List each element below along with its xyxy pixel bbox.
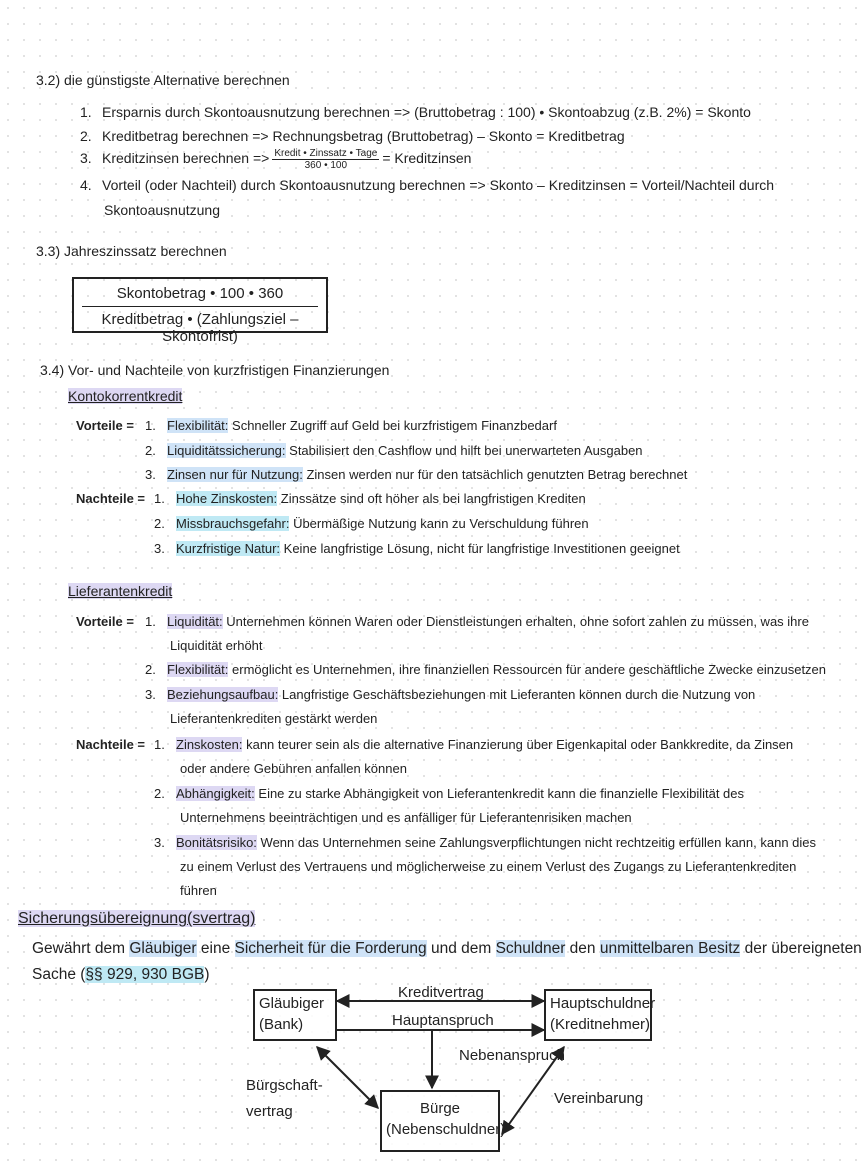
list-item-continuation: Lieferantenkrediten gestärkt werden	[170, 711, 378, 726]
nachteile-label: Nachteile =	[76, 491, 146, 506]
label-vereinbarung: Vereinbarung	[554, 1090, 644, 1107]
list-item: 2. Liquiditätssicherung: Stabilisiert den Cashflow und hilft bei unerwarteten Ausgaben	[145, 443, 643, 458]
list-item-continuation: oder andere Gebühren anfallen können	[180, 761, 407, 776]
formula-denominator: Kreditbetrag • (Zahlungsziel – Skontofrist)	[101, 311, 299, 345]
section-heading-3-3: 3.3) Jahreszinssatz berechnen	[36, 243, 227, 259]
list-item: 2. Flexibilität: ermöglicht es Unternehmen, ihre finanziellen Ressourcen für andere geschäftliche Zwecke einzusetzen	[145, 662, 827, 677]
arrow-buergschaftvertrag	[317, 1047, 378, 1108]
list-item: 3. Kreditzinsen berechnen => $\frac{\text{Kredit • Zinssatz • Tage}}{360 • 100}$ = Kreditzinsen	[80, 148, 472, 171]
definition-line-2: Sache (§§ 929, 930 BGB)	[32, 966, 210, 983]
list-item: 1. Hohe Zinskosten: Zinssätze sind oft höher als bei langfristigen Krediten	[154, 491, 586, 506]
label-buergschaftvertrag-2: vertrag	[246, 1103, 293, 1120]
node-buerge: Bürge (Nebenschuldner)	[380, 1090, 500, 1152]
list-item-continuation: Skontoausnutzung	[104, 202, 220, 218]
vorteile-label: Vorteile =	[76, 418, 134, 433]
formula-numerator: Skontobetrag • 100 • 360	[116, 285, 284, 302]
list-item: 3. Kurzfristige Natur: Keine langfristige Lösung, nicht für langfristige Investitionen geeignet	[154, 541, 680, 556]
subheading-kontokorrentkredit: Kontokorrentkredit	[68, 388, 183, 404]
list-item: 3. Zinsen nur für Nutzung: Zinsen werden nur für den tatsächlich genutzten Betrag berechnet	[145, 467, 688, 482]
section-heading-3-4: 3.4) Vor- und Nachteile von kurzfristigen Finanzierungen	[40, 362, 390, 378]
section-title-sicherungsuebereignung: Sicherungsübereignung(svertrag)	[18, 910, 256, 927]
definition-line-1: Gewährt dem Gläubiger eine Sicherheit für die Forderung und dem Schuldner den unmittelbaren Besitz der übereigneten	[32, 940, 862, 957]
list-item-continuation: Unternehmens beeinträchtigen und es anfälliger für Lieferantenrisiken machen	[180, 810, 632, 825]
list-item: 1. Flexibilität: Schneller Zugriff auf Geld bei kurzfristigem Finanzbedarf	[145, 418, 557, 433]
list-item: 2. Kreditbetrag berechnen => Rechnungsbetrag (Bruttobetrag) – Skonto = Kreditbetrag	[80, 128, 625, 144]
list-item: 1. Liquidität: Unternehmen können Waren oder Dienstleistungen erhalten, ohne sofort zahlen zu müssen, was ihre	[145, 614, 809, 629]
list-item-continuation: Liquidität erhöht	[170, 638, 263, 653]
section-heading-3-2: 3.2) die günstigste Alternative berechnen	[36, 72, 290, 88]
nachteile-label: Nachteile =	[76, 737, 146, 752]
node-glaeubiger: Gläubiger (Bank)	[253, 989, 337, 1041]
list-item: 1. Zinskosten: kann teurer sein als die alternative Finanzierung über Eigenkapital oder Bankkredite, da Zinsen	[154, 737, 794, 752]
vorteile-label: Vorteile =	[76, 614, 134, 629]
list-item: 2. Abhängigkeit: Eine zu starke Abhängigkeit von Lieferantenkredit kann die finanzielle Flexibilität des	[154, 786, 745, 801]
list-item: 4. Vorteil (oder Nachteil) durch Skontoausnutzung berechnen => Skonto – Kreditzinsen = Vorteil/Nachteil durch	[80, 177, 775, 193]
list-item-continuation: zu einem Verlust des Vertrauens und möglicherweise zu einem Verlust des Zugangs zu Lieferantenkrediten	[180, 859, 797, 874]
label-buergschaftvertrag: Bürgschaft-	[246, 1077, 323, 1094]
list-item: 3. Bonitätsrisiko: Wenn das Unternehmen seine Zahlungsverpflichtungen nicht rechtzeitig erfüllen kann, kann dies	[154, 835, 817, 850]
subheading-lieferantenkredit: Lieferantenkredit	[68, 583, 173, 599]
list-item: 1. Ersparnis durch Skontoausnutzung berechnen => (Bruttobetrag : 100) • Skontoabzug (z.B. 2%) = Skonto	[80, 104, 751, 120]
list-item: 2. Missbrauchsgefahr: Übermäßige Nutzung kann zu Verschuldung führen	[154, 516, 589, 531]
label-kreditvertrag: Kreditvertrag	[398, 984, 484, 1001]
interest-fraction: $\frac{\text{Kredit • Zinssatz • Tage}}{360 • 100}$	[274, 148, 378, 171]
node-hauptschuldner: Hauptschuldner (Kreditnehmer)	[544, 989, 652, 1041]
label-hauptanspruch: Hauptanspruch	[392, 1012, 494, 1029]
list-item-continuation: führen	[180, 883, 217, 898]
label-nebenanspruch: Nebenanspruch	[459, 1047, 565, 1064]
list-item: 3. Beziehungsaufbau: Langfristige Geschäftsbeziehungen mit Lieferanten können durch die Nutzung von	[145, 687, 756, 702]
